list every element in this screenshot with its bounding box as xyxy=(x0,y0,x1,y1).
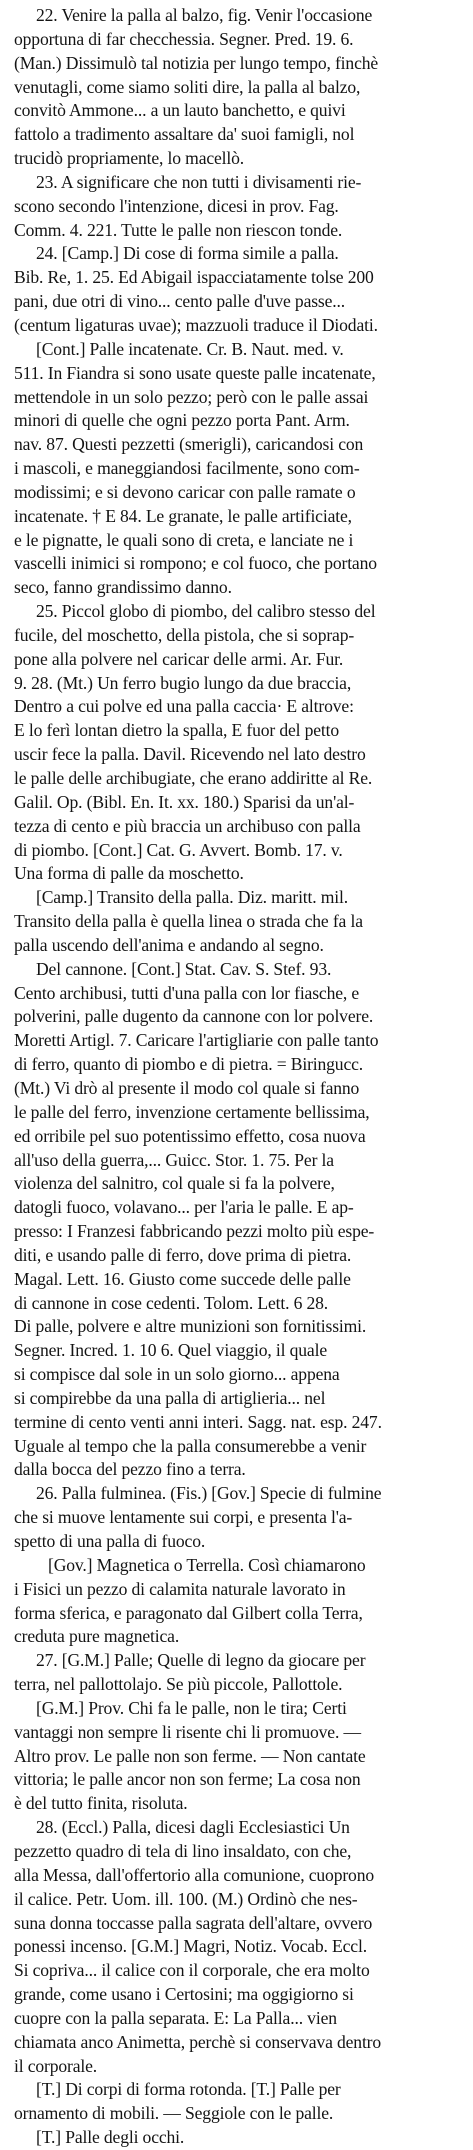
text-line: tezza di cento e più braccia un archibuso con palla xyxy=(14,815,361,836)
text-line: Magal. Lett. 16. Giusto come succede delle palle xyxy=(14,1268,351,1289)
text-line: 511. In Fiandra si sono usate queste palle incatenate, xyxy=(14,362,376,383)
text-line: palla uscendo dell'anima e andando al segno. xyxy=(14,934,324,955)
text-line: diti, e usando palle di ferro, dove prima di pietra. xyxy=(14,1244,352,1265)
text-line: vittoria; le palle ancor non son ferme; La cosa non xyxy=(14,1769,361,1790)
text-line: Una forma di palle da moschetto. xyxy=(14,863,244,884)
text-line: violenza del salnitro, col quale si fa la polvere, xyxy=(14,1173,335,1194)
text-line: Di palle, polvere e altre munizioni son fornitissimi. xyxy=(14,1316,367,1337)
text-line: 23. A significare che non tutti i divisamenti rie- xyxy=(36,171,362,192)
text-line: chiamata anco Animetta, perchè si conservava dentro xyxy=(14,2031,382,2052)
text-line: dalla bocca del pezzo fino a terra. xyxy=(14,1459,246,1480)
text-line: il calice. Petr. Uom. ill. 100. (M.) Ordinò che nes- xyxy=(14,1888,358,1909)
text-line: fattolo a tradimento assaltare da' suoi famigli, nol xyxy=(14,124,355,145)
text-line: Comm. 4. 221. Tutte le palle non riescon tonde. xyxy=(14,219,343,240)
text-line: [Camp.] Transito della palla. Diz. maritt. mil. xyxy=(36,887,349,908)
text-line: alla Messa, dall'offertorio alla comunione, cuoprono xyxy=(14,1864,375,1885)
text-line: grande, come usano i Certosini; ma oggigiorno si xyxy=(14,1984,354,2005)
text-line: pone alla polvere nel caricar delle armi. Ar. Fur. xyxy=(14,648,344,669)
text-line: scono secondo l'intenzione, dicesi in prov. Fag. xyxy=(14,195,339,216)
text-line: seco, fanno grandissimo danno. xyxy=(14,577,232,598)
text-line: 22. Venire la palla al balzo, fig. Venir l'occasione xyxy=(36,5,373,25)
text-line: termine di cento venti anni interi. Sagg. nat. esp. 247. xyxy=(14,1411,382,1432)
text-line: (Man.) Dissimulò tal notizia per lungo tempo, finchè xyxy=(14,52,379,73)
text-line: che si muove lentamente sui corpi, e presenta l'a- xyxy=(14,1507,353,1528)
text-line: ponessi incenso. [G.M.] Magri, Notiz. Vocab. Eccl. xyxy=(14,1936,367,1957)
text-line: venutagli, come siamo soliti dire, la palla al balzo, xyxy=(14,76,361,97)
text-line: è del tutto finita, risoluta. xyxy=(14,1793,188,1814)
text-line: Segner. Incred. 1. 10 6. Quel viaggio, il quale xyxy=(14,1340,327,1361)
text-line: le palle del ferro, invenzione certamente bellissima, xyxy=(14,1101,370,1122)
text-line: 9. 28. (Mt.) Un ferro bugio lungo da due braccia, xyxy=(14,672,352,693)
text-line: minori di quelle che ogni pezzo porta Pant. Arm. xyxy=(14,410,350,431)
text-line: vascelli inimici si rompono; e col fuoco, che portano xyxy=(14,553,377,574)
text-line: [T.] Palle degli occhi. xyxy=(36,2127,185,2148)
text-line: terra, nel pallottolajo. Se più piccole, Pallottole. xyxy=(14,1674,343,1695)
text-line: si compirebbe da una palla di artiglieria... nel xyxy=(14,1387,326,1408)
text-line: uscir fece la palla. Davil. Ricevendo nel lato destro xyxy=(14,744,366,765)
text-line: 26. Palla fulminea. (Fis.) [Gov.] Specie di fulmine xyxy=(36,1483,382,1504)
text-line: trucidò propriamente, lo macellò. xyxy=(14,148,245,169)
text-line: Moretti Artigl. 7. Caricare l'artigliarie con palle tanto xyxy=(14,1030,379,1051)
text-line: pani, due otri di vino... cento palle d'uve passe... xyxy=(14,291,346,312)
text-line: presso: I Franzesi fabbricando pezzi molto più espe- xyxy=(14,1221,375,1242)
dictionary-text-column xyxy=(14,4,465,2150)
text-line: pezzetto quadro di tela di lino insaldato, con che, xyxy=(14,1840,352,1861)
text-line: 24. [Camp.] Di cose di forma simile a palla. xyxy=(36,243,339,264)
text-line: [T.] Di corpi di forma rotonda. [T.] Palle per xyxy=(36,2079,341,2100)
text-line: Cento archibusi, tutti d'una palla con lor fiasche, e xyxy=(14,982,360,1003)
text-line: opportuna di far checchessia. Segner. Pred. 19. 6. xyxy=(14,28,354,49)
text-line: spetto di una palla di fuoco. xyxy=(14,1531,206,1551)
text-line: [Gov.] Magnetica o Terrella. Così chiamarono xyxy=(48,1554,366,1575)
text-line: 25. Piccol globo di piombo, del calibro stesso del xyxy=(36,601,376,622)
text-line: vantaggi non sempre li risente chi li promuove. — xyxy=(14,1721,361,1742)
text-line: incatenate. † E 84. Le granate, le palle artificiate, xyxy=(14,505,352,526)
text-line: fucile, del moschetto, della pistola, che si soprap- xyxy=(14,624,355,645)
text-line: di cannone in cose cedenti. Tolom. Lett. 6 28. xyxy=(14,1292,329,1313)
text-line: ornamento di mobili. — Seggiole con le palle. xyxy=(14,2103,334,2124)
text-line: [G.M.] Prov. Chi fa le palle, non le tira; Certi xyxy=(36,1697,347,1718)
text-line: mettendole in un solo pezzo; però con le palle assai xyxy=(14,386,369,407)
text-line: 27. [G.M.] Palle; Quelle di legno da giocare per xyxy=(36,1650,366,1671)
text-line: le palle delle archibugiate, che erano addiritte al Re. xyxy=(14,768,373,788)
text-line: si compisce dal sole in un solo giorno... appena xyxy=(14,1364,340,1385)
text-line: forma sferica, e paragonato dal Gilbert colla Terra, xyxy=(14,1602,363,1623)
text-line: i mascoli, e maneggiandosi facilmente, sono com- xyxy=(14,458,360,479)
text-line: Uguale al tempo che la palla consumerebbe a venir xyxy=(14,1435,367,1456)
text-line: 28. (Eccl.) Palla, dicesi dagli Ecclesiastici Un xyxy=(36,1817,350,1838)
text-line: i Fisici un pezzo di calamita naturale lavorato in xyxy=(14,1578,346,1599)
text-line: cuopre con la palla separata. E: La Palla... vien xyxy=(14,2007,337,2028)
text-line: Bib. Re, 1. 25. Ed Abigail ispacciatamente tolse 200 xyxy=(14,267,374,288)
text-line: (centum ligaturas uvae); mazzuoli traduce il Diodati. xyxy=(14,314,378,335)
text-line: il corporale. xyxy=(14,2055,98,2076)
text-line: [Cont.] Palle incatenate. Cr. B. Naut. med. v. xyxy=(36,338,344,359)
text-line: Si copriva... il calice con il corporale, che era molto xyxy=(14,1960,370,1981)
text-line: Altro prov. Le palle non son ferme. — Non cantate xyxy=(14,1745,366,1766)
text-line: (Mt.) Vi drò al presente il modo col quale si fanno xyxy=(14,1077,360,1098)
text-line: Dentro a cui polve ed una palla caccia· E altrove: xyxy=(14,696,354,717)
text-line: ed orribile pel suo potentissimo effetto, cosa nuova xyxy=(14,1125,366,1146)
text-line: Galil. Op. (Bibl. En. It. xx. 180.) Sparisi da un'al- xyxy=(14,791,355,812)
text-line: suna donna toccasse palla sagrata dell'altare, ovvero xyxy=(14,1912,373,1933)
text-line: di piombo. [Cont.] Cat. G. Avvert. Bomb. 17. v. xyxy=(14,839,343,860)
text-line: modissimi; e si devono caricar con palle ramate o xyxy=(14,481,356,502)
text-line: di ferro, quanto di piombo e di pietra. = Biringucc. xyxy=(14,1054,364,1075)
text-line: polverini, palle dugento da cannone con lor polvere. xyxy=(14,1006,374,1027)
text-line: all'uso della guerra,... Guicc. Stor. 1. 75. Per la xyxy=(14,1149,334,1170)
text-line: Del cannone. [Cont.] Stat. Cav. S. Stef. 93. xyxy=(36,958,332,979)
text-line: E lo ferì lontan dietro la spalla, E fuor del petto xyxy=(14,720,340,741)
text-line: e le pignatte, le quali sono di creta, e lanciate ne i xyxy=(14,529,354,550)
text-line: nav. 87. Questi pezzetti (smerigli), caricandosi con xyxy=(14,434,364,455)
text-line: datogli fuoco, volavano... per l'aria le palle. E ap- xyxy=(14,1197,354,1218)
text-line: convitò Ammone... a un lauto banchetto, e quivi xyxy=(14,100,346,121)
text-line: Transito della palla è quella linea o strada che fa la xyxy=(14,911,363,932)
text-line: creduta pure magnetica. xyxy=(14,1626,180,1647)
